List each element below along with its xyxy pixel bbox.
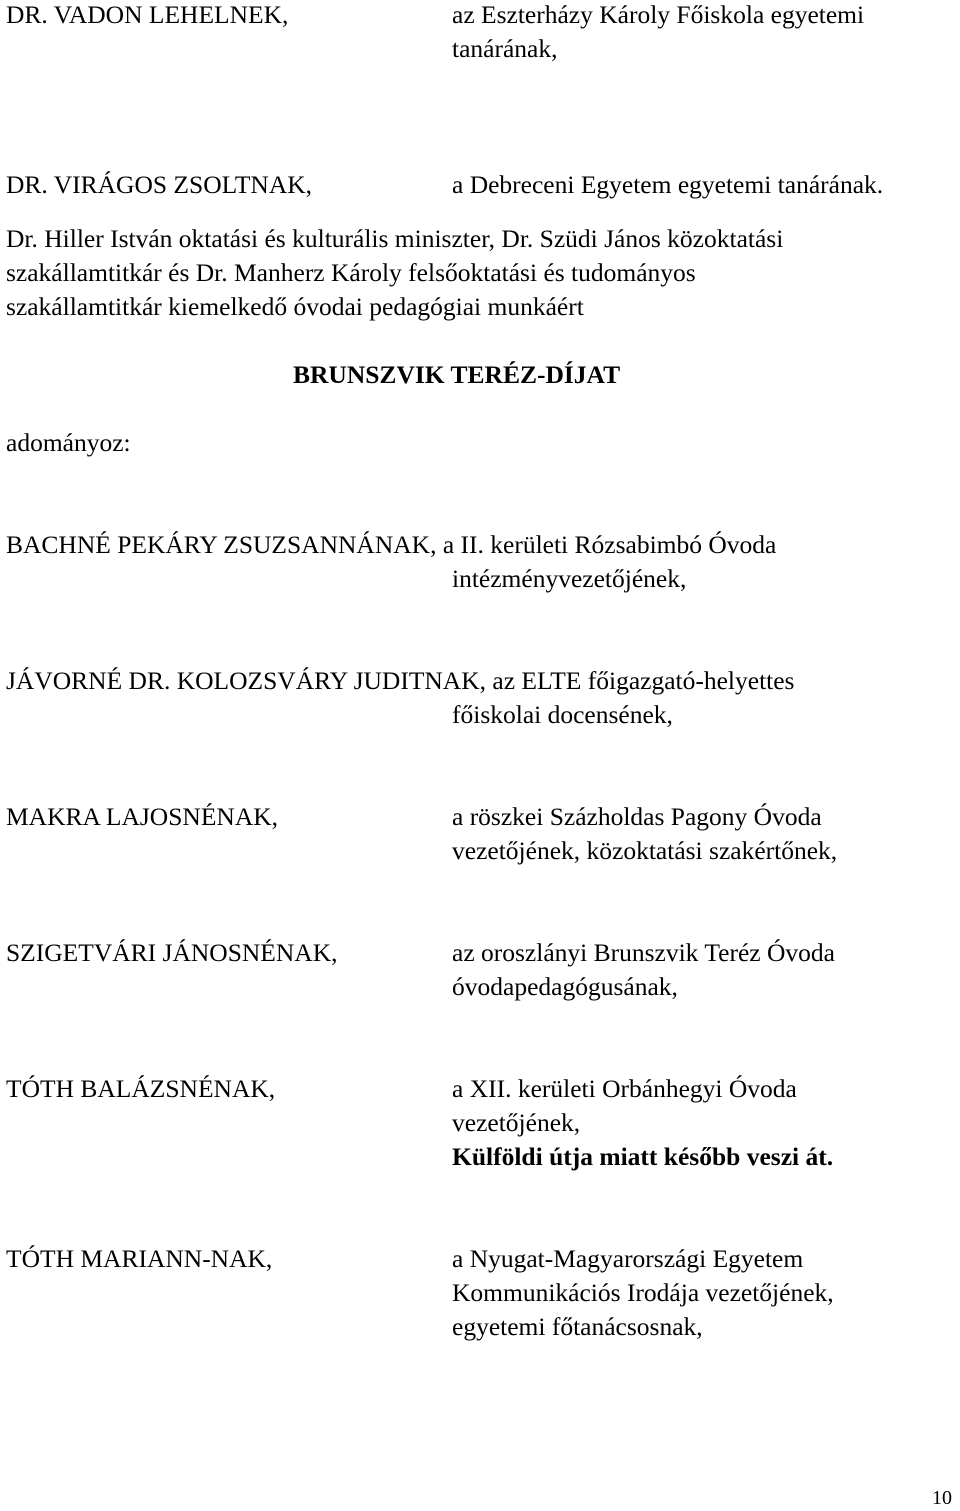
recipient-description: vezetőjének, — [452, 1108, 581, 1137]
recipient-name: TÓTH BALÁZSNÉNAK, — [6, 1074, 276, 1103]
page-number: 10 — [932, 1487, 952, 1509]
recipient-description: óvodapedagógusának, — [452, 972, 678, 1001]
recipient-name: DR. VADON LEHELNEK, — [6, 0, 289, 29]
recipient-description: az Eszterházy Károly Főiskola egyetemi — [452, 0, 865, 29]
recipient-description: az oroszlányi Brunszvik Teréz Óvoda — [452, 938, 835, 967]
award-verb: adományoz: — [6, 428, 131, 457]
recipient-description: intézményvezetőjének, — [452, 564, 687, 593]
recipient-name: TÓTH MARIANN-NAK, — [6, 1244, 273, 1273]
recipient-name: MAKRA LAJOSNÉNAK, — [6, 802, 279, 831]
recipient-line: BACHNÉ PEKÁRY ZSUZSANNÁNAK, a II. kerületi Rózsabimbó Óvoda — [6, 530, 777, 559]
recipient-description: főiskolai docensének, — [452, 700, 673, 729]
recipient-description: a XII. kerületi Orbánhegyi Óvoda — [452, 1074, 797, 1103]
intro-line: szakállamtitkár és Dr. Manherz Károly felsőoktatási és tudományos — [6, 258, 696, 287]
intro-line: szakállamtitkár kiemelkedő óvodai pedagógiai munkáért — [6, 292, 584, 321]
recipient-note: Külföldi útja miatt később veszi át. — [452, 1142, 834, 1171]
recipient-description: tanárának, — [452, 34, 558, 63]
recipient-description: Kommunikációs Irodája vezetőjének, — [452, 1278, 834, 1307]
intro-line: Dr. Hiller István oktatási és kulturális miniszter, Dr. Szüdi János közoktatási — [6, 224, 784, 253]
recipient-name: DR. VIRÁGOS ZSOLTNAK, — [6, 170, 313, 199]
recipient-line: JÁVORNÉ DR. KOLOZSVÁRY JUDITNAK, az ELTE főigazgató-helyettes — [6, 666, 795, 695]
recipient-name: SZIGETVÁRI JÁNOSNÉNAK, — [6, 938, 338, 967]
recipient-description: a Debreceni Egyetem egyetemi tanárának. — [452, 170, 884, 199]
recipient-description: a Nyugat-Magyarországi Egyetem — [452, 1244, 804, 1273]
recipient-description: vezetőjének, közoktatási szakértőnek, — [452, 836, 838, 865]
recipient-description: a röszkei Százholdas Pagony Óvoda — [452, 802, 822, 831]
recipient-description: egyetemi főtanácsosnak, — [452, 1312, 703, 1341]
award-title: BRUNSZVIK TERÉZ-DÍJAT — [293, 360, 621, 389]
